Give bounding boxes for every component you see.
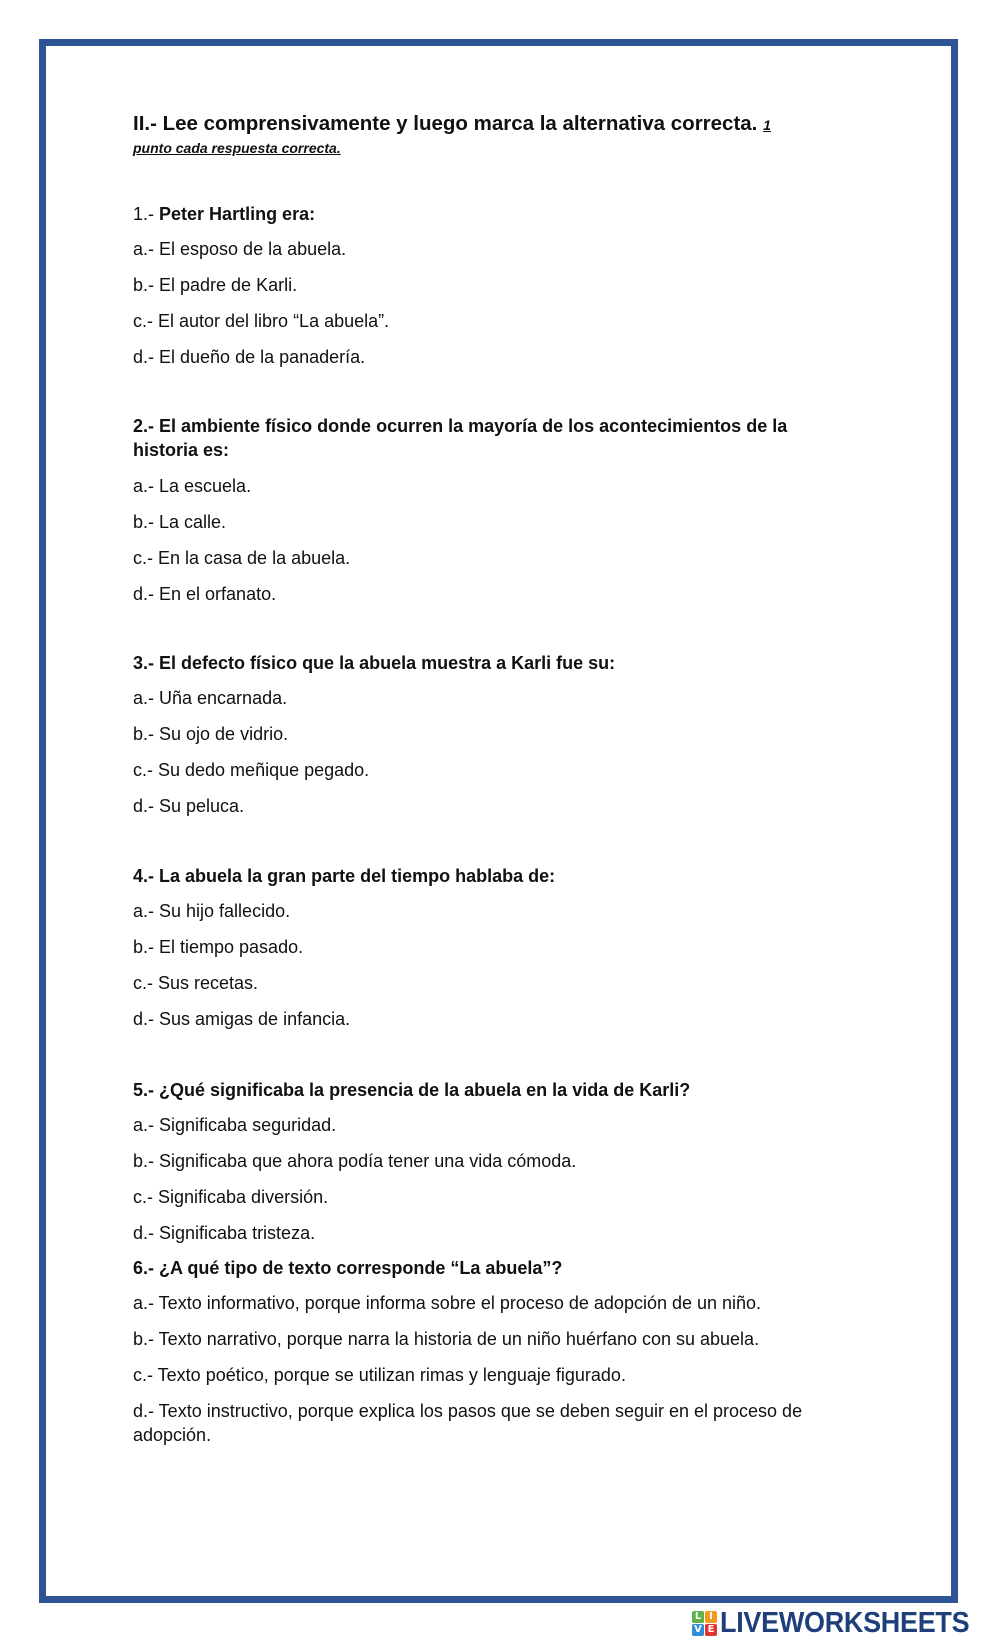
question-number: 2.- bbox=[133, 416, 155, 436]
option-b[interactable]: b.- La calle. bbox=[133, 512, 227, 532]
option-d[interactable]: d.- Su peluca. bbox=[133, 796, 245, 816]
option-b[interactable]: b.- Texto narrativo, porque narra la historia de un niño huérfano con su abuela. bbox=[133, 1329, 760, 1349]
option-a[interactable]: a.- Significaba seguridad. bbox=[133, 1115, 337, 1135]
option-a[interactable]: a.- Texto informativo, porque informa sobre el proceso de adopción de un niño. bbox=[133, 1293, 762, 1313]
section-heading bbox=[133, 112, 853, 137]
tile-i: I bbox=[705, 1611, 717, 1623]
liveworksheets-logo[interactable] bbox=[692, 1608, 988, 1638]
option-d[interactable]: d.- El dueño de la panadería. bbox=[133, 347, 366, 367]
option-a[interactable]: a.- Su hijo fallecido. bbox=[133, 901, 291, 921]
question-number: 6.- bbox=[133, 1258, 155, 1278]
question-title bbox=[133, 1078, 853, 1102]
question-title bbox=[133, 202, 389, 226]
question-number: 1.- bbox=[133, 204, 155, 224]
logo-text: LIVEWORKSHEETS bbox=[720, 1607, 970, 1639]
points-note-line bbox=[133, 137, 853, 158]
heading-title: II.- Lee comprensivamente y luego marca la alternativa correcta. bbox=[133, 112, 758, 135]
question-text: El defecto físico que la abuela muestra a Karli fue su: bbox=[159, 653, 616, 673]
question-number: 5.- bbox=[133, 1080, 155, 1100]
tile-l: L bbox=[692, 1611, 704, 1623]
tile-v: V bbox=[692, 1624, 704, 1636]
option-b[interactable]: b.- Su ojo de vidrio. bbox=[133, 724, 289, 744]
option-c[interactable]: c.- En la casa de la abuela. bbox=[133, 548, 351, 568]
question-5 bbox=[133, 1078, 853, 1257]
option-c[interactable]: c.- Su dedo meñique pegado. bbox=[133, 760, 370, 780]
worksheet-content bbox=[133, 112, 853, 1445]
question-4 bbox=[133, 864, 555, 1043]
question-2 bbox=[133, 414, 833, 618]
option-c[interactable]: c.- El autor del libro “La abuela”. bbox=[133, 311, 390, 331]
option-a[interactable]: a.- La escuela. bbox=[133, 476, 252, 496]
option-d[interactable]: d.- Sus amigas de infancia. bbox=[133, 1009, 351, 1029]
question-text: Peter Hartling era: bbox=[159, 204, 316, 224]
question-text: ¿A qué tipo de texto corresponde “La abuela”? bbox=[159, 1258, 563, 1278]
live-tiles-icon bbox=[692, 1611, 717, 1636]
option-b[interactable]: b.- El padre de Karli. bbox=[133, 275, 298, 295]
question-title bbox=[133, 864, 555, 888]
option-d[interactable]: d.- En el orfanato. bbox=[133, 584, 277, 604]
question-number: 4.- bbox=[133, 866, 155, 886]
option-d[interactable]: d.- Significaba tristeza. bbox=[133, 1223, 316, 1243]
option-c[interactable]: c.- Texto poético, porque se utilizan rimas y lenguaje figurado. bbox=[133, 1365, 626, 1385]
question-title bbox=[133, 414, 833, 462]
option-a[interactable]: a.- El esposo de la abuela. bbox=[133, 239, 347, 259]
option-b[interactable]: b.- El tiempo pasado. bbox=[133, 937, 304, 957]
points-note-text: punto cada respuesta correcta. bbox=[133, 140, 341, 156]
question-6 bbox=[133, 1256, 823, 1459]
question-text: El ambiente físico donde ocurren la mayoría de los acontecimientos de la historia es: bbox=[133, 416, 788, 460]
option-b[interactable]: b.- Significaba que ahora podía tener una vida cómoda. bbox=[133, 1151, 577, 1171]
question-text: ¿Qué significaba la presencia de la abuela en la vida de Karli? bbox=[159, 1080, 691, 1100]
question-1 bbox=[133, 202, 389, 381]
question-text: La abuela la gran parte del tiempo hablaba de: bbox=[159, 866, 556, 886]
option-d[interactable]: d.- Texto instructivo, porque explica los pasos que se deben seguir en el proceso de adopción. bbox=[133, 1401, 803, 1445]
points-note-number: 1 bbox=[763, 117, 771, 133]
question-title bbox=[133, 651, 615, 675]
question-title bbox=[133, 1256, 823, 1280]
question-3 bbox=[133, 651, 615, 830]
option-c[interactable]: c.- Sus recetas. bbox=[133, 973, 259, 993]
option-a[interactable]: a.- Uña encarnada. bbox=[133, 688, 288, 708]
question-number: 3.- bbox=[133, 653, 155, 673]
option-c[interactable]: c.- Significaba diversión. bbox=[133, 1187, 329, 1207]
tile-e: E bbox=[705, 1624, 717, 1636]
